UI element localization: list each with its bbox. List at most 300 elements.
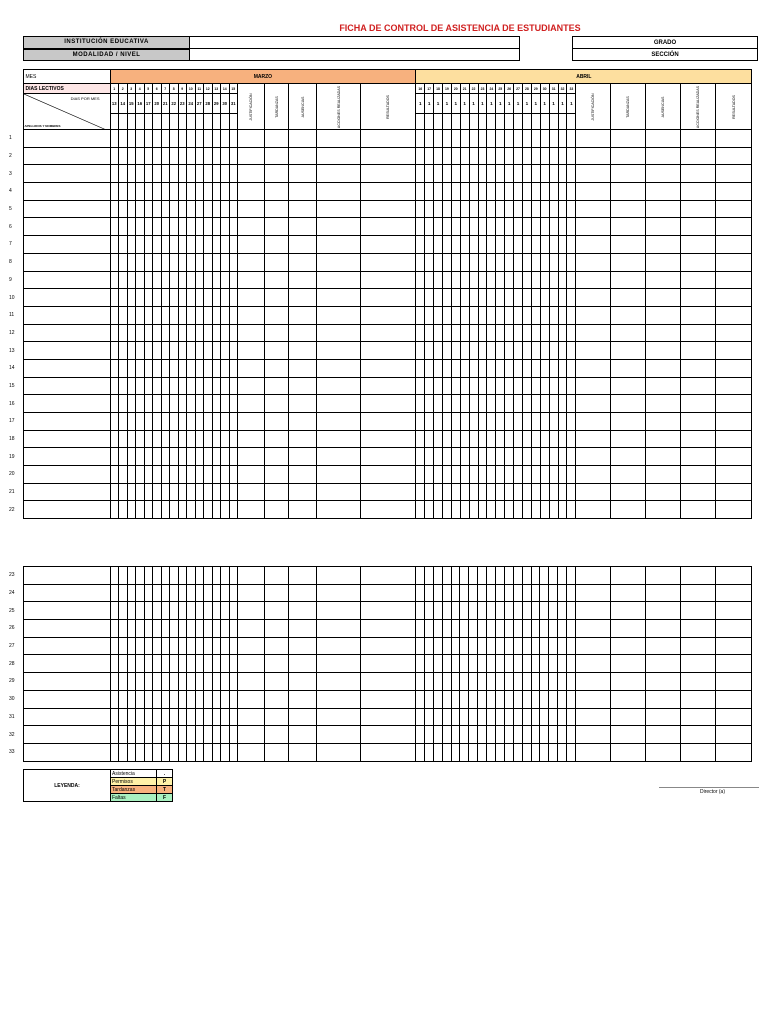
- attendance-cell[interactable]: [487, 377, 496, 395]
- attendance-cell[interactable]: [504, 567, 513, 585]
- attendance-cell[interactable]: [361, 584, 416, 602]
- attendance-cell[interactable]: [195, 584, 204, 602]
- attendance-cell[interactable]: [136, 413, 145, 431]
- student-name-cell[interactable]: [23, 342, 110, 360]
- attendance-cell[interactable]: [522, 130, 531, 148]
- attendance-cell[interactable]: [221, 342, 230, 360]
- attendance-cell[interactable]: [646, 377, 681, 395]
- attendance-cell[interactable]: [238, 501, 265, 519]
- attendance-cell[interactable]: [127, 448, 136, 466]
- attendance-cell[interactable]: [229, 289, 238, 307]
- attendance-cell[interactable]: [425, 324, 434, 342]
- attendance-cell[interactable]: [496, 271, 505, 289]
- attendance-cell[interactable]: [549, 567, 558, 585]
- attendance-cell[interactable]: [522, 466, 531, 484]
- attendance-cell[interactable]: [487, 253, 496, 271]
- attendance-cell[interactable]: [161, 466, 170, 484]
- attendance-cell[interactable]: [144, 289, 153, 307]
- attendance-cell[interactable]: [567, 413, 576, 431]
- attendance-cell[interactable]: [144, 690, 153, 708]
- attendance-cell[interactable]: [522, 289, 531, 307]
- attendance-cell[interactable]: [558, 726, 567, 744]
- attendance-cell[interactable]: [289, 377, 317, 395]
- attendance-cell[interactable]: [531, 342, 540, 360]
- attendance-cell[interactable]: [487, 708, 496, 726]
- attendance-cell[interactable]: [531, 708, 540, 726]
- attendance-cell[interactable]: [221, 637, 230, 655]
- attendance-cell[interactable]: [317, 165, 361, 183]
- attendance-cell[interactable]: [611, 359, 646, 377]
- attendance-cell[interactable]: [204, 395, 213, 413]
- student-name-cell[interactable]: [23, 253, 110, 271]
- attendance-cell[interactable]: [170, 637, 179, 655]
- attendance-cell[interactable]: [289, 637, 317, 655]
- attendance-cell[interactable]: [505, 306, 514, 324]
- attendance-cell[interactable]: [187, 395, 196, 413]
- attendance-cell[interactable]: [127, 306, 136, 324]
- student-name-cell[interactable]: [23, 708, 110, 726]
- attendance-cell[interactable]: [136, 655, 145, 673]
- attendance-cell[interactable]: [144, 183, 153, 201]
- attendance-cell[interactable]: [238, 271, 265, 289]
- attendance-cell[interactable]: [119, 673, 128, 691]
- attendance-cell[interactable]: [496, 147, 505, 165]
- attendance-cell[interactable]: [567, 584, 576, 602]
- attendance-cell[interactable]: [119, 306, 128, 324]
- attendance-cell[interactable]: [549, 708, 558, 726]
- attendance-cell[interactable]: [451, 726, 460, 744]
- attendance-cell[interactable]: [212, 655, 221, 673]
- attendance-cell[interactable]: [434, 466, 443, 484]
- attendance-cell[interactable]: [425, 236, 434, 254]
- attendance-cell[interactable]: [478, 289, 487, 307]
- attendance-cell[interactable]: [558, 395, 567, 413]
- attendance-cell[interactable]: [549, 584, 558, 602]
- attendance-cell[interactable]: [549, 236, 558, 254]
- attendance-cell[interactable]: [505, 377, 514, 395]
- attendance-cell[interactable]: [221, 253, 230, 271]
- attendance-cell[interactable]: [221, 236, 230, 254]
- attendance-cell[interactable]: [469, 183, 478, 201]
- attendance-cell[interactable]: [289, 395, 317, 413]
- attendance-cell[interactable]: [289, 324, 317, 342]
- attendance-cell[interactable]: [460, 165, 469, 183]
- attendance-cell[interactable]: [178, 324, 187, 342]
- attendance-cell[interactable]: [238, 413, 265, 431]
- attendance-cell[interactable]: [513, 708, 522, 726]
- attendance-cell[interactable]: [229, 165, 238, 183]
- attendance-cell[interactable]: [646, 483, 681, 501]
- attendance-cell[interactable]: [522, 743, 531, 761]
- attendance-cell[interactable]: [144, 306, 153, 324]
- student-name-cell[interactable]: [23, 183, 110, 201]
- attendance-cell[interactable]: [221, 200, 230, 218]
- attendance-cell[interactable]: [549, 673, 558, 691]
- attendance-cell[interactable]: [576, 673, 611, 691]
- attendance-cell[interactable]: [144, 483, 153, 501]
- attendance-cell[interactable]: [127, 271, 136, 289]
- attendance-cell[interactable]: [265, 183, 289, 201]
- attendance-cell[interactable]: [416, 483, 425, 501]
- attendance-cell[interactable]: [212, 324, 221, 342]
- attendance-cell[interactable]: [549, 324, 558, 342]
- attendance-cell[interactable]: [576, 584, 611, 602]
- attendance-cell[interactable]: [170, 726, 179, 744]
- attendance-cell[interactable]: [496, 200, 505, 218]
- attendance-cell[interactable]: [540, 218, 549, 236]
- attendance-cell[interactable]: [161, 501, 170, 519]
- attendance-cell[interactable]: [144, 342, 153, 360]
- student-name-cell[interactable]: [23, 448, 110, 466]
- attendance-cell[interactable]: [416, 708, 425, 726]
- attendance-cell[interactable]: [110, 395, 119, 413]
- attendance-cell[interactable]: [646, 359, 681, 377]
- attendance-cell[interactable]: [178, 726, 187, 744]
- attendance-cell[interactable]: [716, 501, 752, 519]
- attendance-cell[interactable]: [221, 726, 230, 744]
- attendance-cell[interactable]: [469, 289, 478, 307]
- attendance-cell[interactable]: [212, 165, 221, 183]
- attendance-cell[interactable]: [110, 413, 119, 431]
- student-name-cell[interactable]: [23, 673, 110, 691]
- attendance-cell[interactable]: [514, 377, 523, 395]
- attendance-cell[interactable]: [451, 306, 460, 324]
- attendance-cell[interactable]: [265, 466, 289, 484]
- attendance-cell[interactable]: [460, 743, 469, 761]
- attendance-cell[interactable]: [221, 567, 230, 585]
- attendance-cell[interactable]: [229, 448, 238, 466]
- attendance-cell[interactable]: [425, 501, 434, 519]
- attendance-cell[interactable]: [178, 130, 187, 148]
- attendance-cell[interactable]: [487, 483, 496, 501]
- attendance-cell[interactable]: [361, 130, 416, 148]
- attendance-cell[interactable]: [496, 377, 505, 395]
- attendance-cell[interactable]: [460, 483, 469, 501]
- attendance-cell[interactable]: [514, 236, 523, 254]
- attendance-cell[interactable]: [460, 218, 469, 236]
- attendance-cell[interactable]: [119, 637, 128, 655]
- attendance-cell[interactable]: [317, 183, 361, 201]
- attendance-cell[interactable]: [451, 430, 460, 448]
- attendance-cell[interactable]: [425, 395, 434, 413]
- attendance-cell[interactable]: [567, 147, 576, 165]
- student-name-cell[interactable]: [23, 743, 110, 761]
- attendance-cell[interactable]: [681, 584, 716, 602]
- attendance-cell[interactable]: [187, 413, 196, 431]
- attendance-cell[interactable]: [161, 306, 170, 324]
- attendance-cell[interactable]: [434, 147, 443, 165]
- attendance-cell[interactable]: [144, 218, 153, 236]
- attendance-cell[interactable]: [416, 218, 425, 236]
- attendance-cell[interactable]: [265, 501, 289, 519]
- attendance-cell[interactable]: [496, 483, 505, 501]
- attendance-cell[interactable]: [317, 483, 361, 501]
- attendance-cell[interactable]: [646, 637, 681, 655]
- attendance-cell[interactable]: [531, 743, 540, 761]
- attendance-cell[interactable]: [204, 726, 213, 744]
- attendance-cell[interactable]: [317, 620, 361, 638]
- attendance-cell[interactable]: [136, 324, 145, 342]
- attendance-cell[interactable]: [540, 200, 549, 218]
- attendance-cell[interactable]: [361, 620, 416, 638]
- student-name-cell[interactable]: [23, 501, 110, 519]
- attendance-cell[interactable]: [153, 726, 162, 744]
- attendance-cell[interactable]: [170, 690, 179, 708]
- attendance-cell[interactable]: [187, 673, 196, 691]
- attendance-cell[interactable]: [265, 430, 289, 448]
- attendance-cell[interactable]: [144, 395, 153, 413]
- attendance-cell[interactable]: [361, 359, 416, 377]
- attendance-cell[interactable]: [469, 567, 478, 585]
- attendance-cell[interactable]: [178, 413, 187, 431]
- attendance-cell[interactable]: [469, 271, 478, 289]
- attendance-cell[interactable]: [433, 620, 442, 638]
- attendance-cell[interactable]: [611, 690, 646, 708]
- attendance-cell[interactable]: [522, 342, 531, 360]
- student-name-cell[interactable]: [23, 584, 110, 602]
- attendance-cell[interactable]: [469, 430, 478, 448]
- attendance-cell[interactable]: [549, 413, 558, 431]
- attendance-cell[interactable]: [195, 413, 204, 431]
- attendance-cell[interactable]: [204, 236, 213, 254]
- attendance-cell[interactable]: [195, 483, 204, 501]
- attendance-cell[interactable]: [611, 306, 646, 324]
- attendance-cell[interactable]: [119, 448, 128, 466]
- attendance-cell[interactable]: [221, 271, 230, 289]
- attendance-cell[interactable]: [265, 200, 289, 218]
- attendance-cell[interactable]: [110, 483, 119, 501]
- attendance-cell[interactable]: [221, 218, 230, 236]
- attendance-cell[interactable]: [317, 448, 361, 466]
- attendance-cell[interactable]: [289, 726, 317, 744]
- attendance-cell[interactable]: [611, 183, 646, 201]
- attendance-cell[interactable]: [716, 147, 752, 165]
- attendance-cell[interactable]: [681, 359, 716, 377]
- attendance-cell[interactable]: [558, 289, 567, 307]
- attendance-cell[interactable]: [136, 673, 145, 691]
- attendance-cell[interactable]: [119, 567, 128, 585]
- attendance-cell[interactable]: [265, 602, 289, 620]
- attendance-cell[interactable]: [119, 342, 128, 360]
- attendance-cell[interactable]: [442, 637, 451, 655]
- attendance-cell[interactable]: [119, 289, 128, 307]
- attendance-cell[interactable]: [611, 637, 646, 655]
- attendance-cell[interactable]: [496, 708, 505, 726]
- attendance-cell[interactable]: [212, 395, 221, 413]
- attendance-cell[interactable]: [522, 306, 531, 324]
- attendance-cell[interactable]: [195, 200, 204, 218]
- attendance-cell[interactable]: [496, 673, 505, 691]
- attendance-cell[interactable]: [238, 620, 265, 638]
- attendance-cell[interactable]: [611, 602, 646, 620]
- attendance-cell[interactable]: [487, 342, 496, 360]
- attendance-cell[interactable]: [646, 183, 681, 201]
- attendance-cell[interactable]: [221, 584, 230, 602]
- attendance-cell[interactable]: [558, 130, 567, 148]
- attendance-cell[interactable]: [178, 567, 187, 585]
- attendance-cell[interactable]: [229, 395, 238, 413]
- attendance-cell[interactable]: [558, 637, 567, 655]
- attendance-cell[interactable]: [487, 200, 496, 218]
- attendance-cell[interactable]: [567, 165, 576, 183]
- attendance-cell[interactable]: [416, 430, 425, 448]
- attendance-cell[interactable]: [265, 165, 289, 183]
- attendance-cell[interactable]: [289, 130, 317, 148]
- attendance-cell[interactable]: [221, 289, 230, 307]
- attendance-cell[interactable]: [558, 567, 567, 585]
- attendance-cell[interactable]: [460, 359, 469, 377]
- attendance-cell[interactable]: [514, 466, 523, 484]
- attendance-cell[interactable]: [522, 200, 531, 218]
- attendance-cell[interactable]: [681, 483, 716, 501]
- attendance-cell[interactable]: [204, 501, 213, 519]
- attendance-cell[interactable]: [496, 253, 505, 271]
- attendance-cell[interactable]: [127, 690, 136, 708]
- attendance-cell[interactable]: [153, 708, 162, 726]
- attendance-cell[interactable]: [576, 567, 611, 585]
- attendance-cell[interactable]: [221, 483, 230, 501]
- attendance-cell[interactable]: [558, 655, 567, 673]
- attendance-cell[interactable]: [361, 147, 416, 165]
- attendance-cell[interactable]: [576, 165, 611, 183]
- attendance-cell[interactable]: [425, 413, 434, 431]
- attendance-cell[interactable]: [187, 655, 196, 673]
- attendance-cell[interactable]: [317, 147, 361, 165]
- attendance-cell[interactable]: [716, 324, 752, 342]
- attendance-cell[interactable]: [716, 236, 752, 254]
- attendance-cell[interactable]: [229, 466, 238, 484]
- attendance-cell[interactable]: [540, 620, 549, 638]
- attendance-cell[interactable]: [451, 130, 460, 148]
- attendance-cell[interactable]: [434, 501, 443, 519]
- attendance-cell[interactable]: [611, 413, 646, 431]
- attendance-cell[interactable]: [434, 183, 443, 201]
- attendance-cell[interactable]: [505, 430, 514, 448]
- attendance-cell[interactable]: [110, 200, 119, 218]
- attendance-cell[interactable]: [514, 253, 523, 271]
- attendance-cell[interactable]: [567, 183, 576, 201]
- attendance-cell[interactable]: [119, 165, 128, 183]
- attendance-cell[interactable]: [238, 130, 265, 148]
- attendance-cell[interactable]: [212, 306, 221, 324]
- student-name-cell[interactable]: [23, 289, 110, 307]
- attendance-cell[interactable]: [187, 726, 196, 744]
- attendance-cell[interactable]: [681, 708, 716, 726]
- attendance-cell[interactable]: [442, 620, 451, 638]
- attendance-cell[interactable]: [513, 726, 522, 744]
- attendance-cell[interactable]: [265, 413, 289, 431]
- attendance-cell[interactable]: [442, 708, 451, 726]
- attendance-cell[interactable]: [522, 218, 531, 236]
- attendance-cell[interactable]: [567, 324, 576, 342]
- attendance-cell[interactable]: [195, 271, 204, 289]
- attendance-cell[interactable]: [153, 567, 162, 585]
- attendance-cell[interactable]: [478, 708, 487, 726]
- attendance-cell[interactable]: [110, 584, 119, 602]
- attendance-cell[interactable]: [229, 183, 238, 201]
- attendance-cell[interactable]: [681, 218, 716, 236]
- attendance-cell[interactable]: [540, 708, 549, 726]
- attendance-cell[interactable]: [442, 743, 451, 761]
- attendance-cell[interactable]: [681, 253, 716, 271]
- attendance-cell[interactable]: [153, 690, 162, 708]
- attendance-cell[interactable]: [567, 342, 576, 360]
- attendance-cell[interactable]: [716, 271, 752, 289]
- attendance-cell[interactable]: [478, 743, 487, 761]
- attendance-cell[interactable]: [540, 359, 549, 377]
- attendance-cell[interactable]: [540, 289, 549, 307]
- attendance-cell[interactable]: [442, 602, 451, 620]
- attendance-cell[interactable]: [425, 448, 434, 466]
- attendance-cell[interactable]: [646, 147, 681, 165]
- student-name-cell[interactable]: [23, 306, 110, 324]
- attendance-cell[interactable]: [611, 567, 646, 585]
- attendance-cell[interactable]: [433, 690, 442, 708]
- attendance-cell[interactable]: [522, 726, 531, 744]
- attendance-cell[interactable]: [416, 359, 425, 377]
- attendance-cell[interactable]: [716, 620, 752, 638]
- attendance-cell[interactable]: [496, 584, 505, 602]
- attendance-cell[interactable]: [442, 430, 451, 448]
- attendance-cell[interactable]: [646, 413, 681, 431]
- attendance-cell[interactable]: [212, 637, 221, 655]
- attendance-cell[interactable]: [229, 655, 238, 673]
- attendance-cell[interactable]: [144, 602, 153, 620]
- attendance-cell[interactable]: [187, 271, 196, 289]
- attendance-cell[interactable]: [513, 567, 522, 585]
- attendance-cell[interactable]: [265, 342, 289, 360]
- attendance-cell[interactable]: [496, 183, 505, 201]
- attendance-cell[interactable]: [110, 708, 119, 726]
- attendance-cell[interactable]: [716, 708, 752, 726]
- attendance-cell[interactable]: [425, 183, 434, 201]
- attendance-cell[interactable]: [478, 165, 487, 183]
- attendance-cell[interactable]: [204, 584, 213, 602]
- attendance-cell[interactable]: [361, 183, 416, 201]
- attendance-cell[interactable]: [212, 567, 221, 585]
- attendance-cell[interactable]: [496, 690, 505, 708]
- attendance-cell[interactable]: [212, 413, 221, 431]
- attendance-cell[interactable]: [425, 306, 434, 324]
- attendance-cell[interactable]: [478, 200, 487, 218]
- attendance-cell[interactable]: [451, 253, 460, 271]
- attendance-cell[interactable]: [504, 637, 513, 655]
- attendance-cell[interactable]: [178, 342, 187, 360]
- attendance-cell[interactable]: [144, 708, 153, 726]
- attendance-cell[interactable]: [451, 708, 460, 726]
- attendance-cell[interactable]: [161, 130, 170, 148]
- attendance-cell[interactable]: [540, 253, 549, 271]
- attendance-cell[interactable]: [460, 271, 469, 289]
- attendance-cell[interactable]: [549, 200, 558, 218]
- attendance-cell[interactable]: [576, 430, 611, 448]
- attendance-cell[interactable]: [434, 236, 443, 254]
- attendance-cell[interactable]: [451, 165, 460, 183]
- attendance-cell[interactable]: [110, 673, 119, 691]
- attendance-cell[interactable]: [478, 271, 487, 289]
- attendance-cell[interactable]: [549, 655, 558, 673]
- attendance-cell[interactable]: [540, 324, 549, 342]
- student-name-cell[interactable]: [23, 200, 110, 218]
- attendance-cell[interactable]: [204, 253, 213, 271]
- attendance-cell[interactable]: [540, 183, 549, 201]
- student-name-cell[interactable]: [23, 620, 110, 638]
- attendance-cell[interactable]: [212, 271, 221, 289]
- attendance-cell[interactable]: [153, 253, 162, 271]
- attendance-cell[interactable]: [487, 430, 496, 448]
- attendance-cell[interactable]: [361, 413, 416, 431]
- attendance-cell[interactable]: [178, 289, 187, 307]
